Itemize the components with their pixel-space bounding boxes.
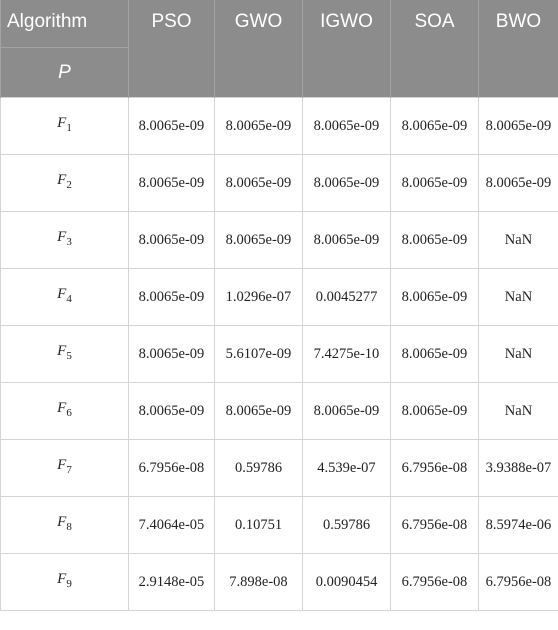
table-cell: 8.0065e-09 <box>129 326 215 383</box>
table-cell: 5.6107e-09 <box>215 326 303 383</box>
table-cell: 2.9148e-05 <box>129 554 215 611</box>
table-cell: 8.0065e-09 <box>479 155 558 212</box>
table-header <box>1 0 558 98</box>
function-label <box>1 497 129 554</box>
table-cell: 6.7956e-08 <box>479 554 558 611</box>
column-header-bwo: BWO <box>479 0 558 98</box>
function-name: F <box>57 229 67 245</box>
function-index: 7 <box>66 464 72 476</box>
column-header-gwo: GWO <box>215 0 303 98</box>
column-header-soa: SOA <box>391 0 479 98</box>
table-cell: NaN <box>479 212 558 269</box>
function-label <box>1 269 129 326</box>
table-cell: 8.0065e-09 <box>215 155 303 212</box>
table-cell: 8.0065e-09 <box>479 98 558 155</box>
function-label <box>1 440 129 497</box>
table-row <box>1 383 558 440</box>
table-cell: 7.4275e-10 <box>303 326 391 383</box>
table-cell: 8.0065e-09 <box>391 155 479 212</box>
table-cell: 8.0065e-09 <box>391 212 479 269</box>
algorithm-header: Algorithm <box>1 0 129 48</box>
table-cell: 8.0065e-09 <box>391 383 479 440</box>
table-cell: 8.0065e-09 <box>129 155 215 212</box>
table-cell: 0.59786 <box>215 440 303 497</box>
function-name: F <box>57 343 67 359</box>
function-name: F <box>57 514 67 530</box>
table-row <box>1 98 558 155</box>
table-cell: 8.0065e-09 <box>303 383 391 440</box>
function-label <box>1 212 129 269</box>
function-index: 3 <box>66 236 72 248</box>
table-row <box>1 440 558 497</box>
function-name: F <box>57 286 67 302</box>
function-name: F <box>57 115 67 131</box>
function-index: 2 <box>66 179 72 191</box>
function-index: 5 <box>66 350 72 362</box>
table-cell: NaN <box>479 269 558 326</box>
table-cell: 0.0045277 <box>303 269 391 326</box>
function-name: F <box>57 172 67 188</box>
table-cell: 7.4064e-05 <box>129 497 215 554</box>
function-label <box>1 326 129 383</box>
function-index: 9 <box>66 578 72 590</box>
column-header-igwo: IGWO <box>303 0 391 98</box>
function-index: 4 <box>66 293 72 305</box>
table-cell: 8.0065e-09 <box>215 98 303 155</box>
table-cell: 8.5974e-06 <box>479 497 558 554</box>
function-index: 8 <box>66 521 72 533</box>
function-label <box>1 554 129 611</box>
table-cell: 8.0065e-09 <box>129 98 215 155</box>
table-cell: 8.0065e-09 <box>129 269 215 326</box>
table-cell: 0.0090454 <box>303 554 391 611</box>
table-cell: 1.0296e-07 <box>215 269 303 326</box>
table-cell: 6.7956e-08 <box>391 440 479 497</box>
p-header: P <box>1 48 129 98</box>
table-row <box>1 155 558 212</box>
function-name: F <box>57 571 67 587</box>
table-cell: 0.10751 <box>215 497 303 554</box>
table-cell: 8.0065e-09 <box>303 155 391 212</box>
table-cell: NaN <box>479 326 558 383</box>
table-row <box>1 269 558 326</box>
function-label <box>1 383 129 440</box>
table-cell: 6.7956e-08 <box>129 440 215 497</box>
table-body <box>1 98 558 611</box>
table-cell: 3.9388e-07 <box>479 440 558 497</box>
table-cell: 8.0065e-09 <box>129 212 215 269</box>
function-name: F <box>57 400 67 416</box>
table-cell: 8.0065e-09 <box>215 212 303 269</box>
table-cell: 8.0065e-09 <box>303 98 391 155</box>
table-cell: 8.0065e-09 <box>215 383 303 440</box>
function-label <box>1 98 129 155</box>
table-cell: 6.7956e-08 <box>391 554 479 611</box>
table-row <box>1 326 558 383</box>
table-cell: 6.7956e-08 <box>391 497 479 554</box>
table-cell: 0.59786 <box>303 497 391 554</box>
table-cell: 8.0065e-09 <box>129 383 215 440</box>
table-cell: NaN <box>479 383 558 440</box>
table-row <box>1 212 558 269</box>
column-header-pso: PSO <box>129 0 215 98</box>
function-index: 1 <box>66 122 72 134</box>
table-row <box>1 497 558 554</box>
table-row <box>1 554 558 611</box>
table-cell: 8.0065e-09 <box>391 98 479 155</box>
table-cell: 8.0065e-09 <box>391 326 479 383</box>
function-label <box>1 155 129 212</box>
table-cell: 8.0065e-09 <box>391 269 479 326</box>
table-cell: 7.898e-08 <box>215 554 303 611</box>
function-name: F <box>57 457 67 473</box>
function-index: 6 <box>66 407 72 419</box>
table-cell: 4.539e-07 <box>303 440 391 497</box>
table-cell: 8.0065e-09 <box>303 212 391 269</box>
